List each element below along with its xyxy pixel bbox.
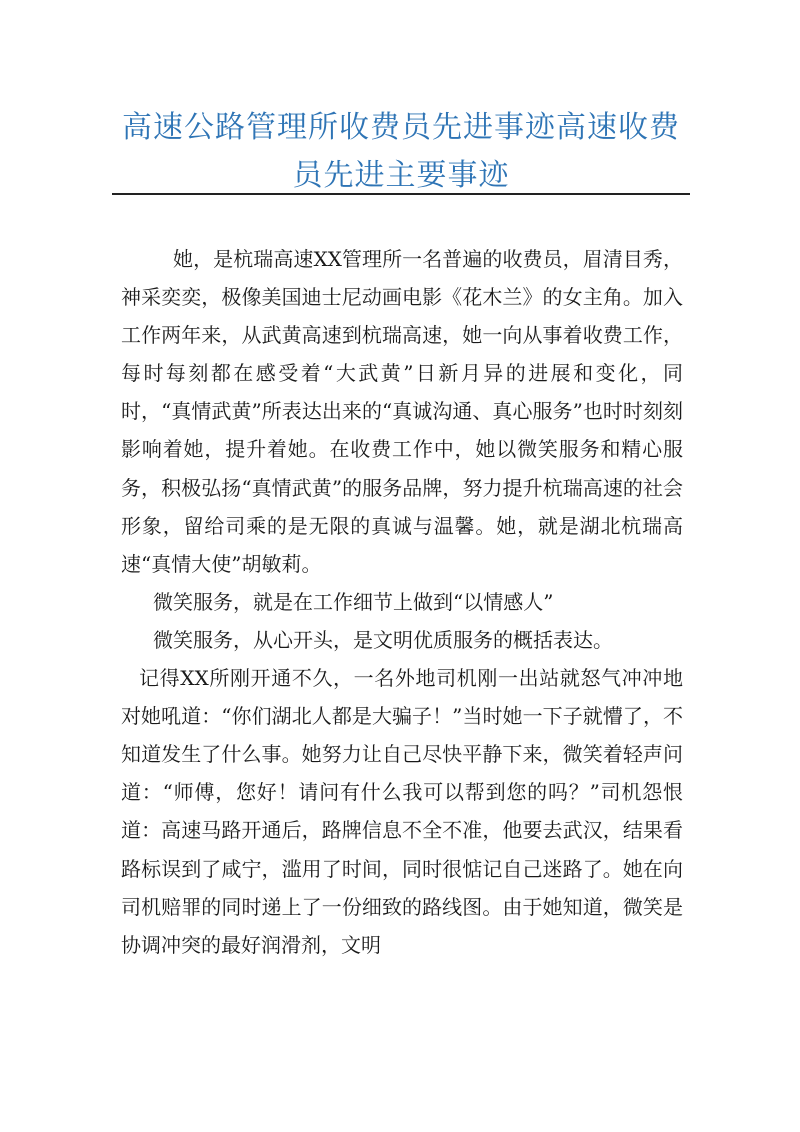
paragraph-intro: 她，是杭瑞高速XX管理所一名普遍的收费员，眉清目秀，神采奕奕，极像美国迪士尼动画电影《花木兰》的女主角。加入工作两年来，从武黄高速到杭瑞高速，她一向从事着收费工作，每时每刻都在感受着“大武黄”日新月异的进展和变化，同时，“真情武黄”所表达出来的“真诚沟通、真心服务”也时时刻刻影响着她，提升着她。在收费工作中，她以微笑服务和精心服务，积极弘扬“真情武黄”的服务品牌，努力提升杭瑞高速的社会形象，留给司乘的是无限的真诚与温馨。她，就是湖北杭瑞高速“真情大使”胡敏莉。 bbox=[121, 247, 683, 576]
paragraph-smile-definition: 微笑服务，从心开头，是文明优质服务的概括表达。 bbox=[153, 627, 613, 652]
paragraph-heading-smile: 微笑服务，就是在工作细节上做到“以情感人” bbox=[153, 589, 554, 614]
title-divider bbox=[112, 193, 690, 195]
document-body bbox=[121, 240, 683, 964]
document-title: 高速公路管理所收费员先进事迹高速收费员先进主要事迹 bbox=[122, 110, 680, 193]
paragraph-story: 记得XX所刚开通不久，一名外地司机刚一出站就怒气冲冲地对她吼道：“你们湖北人都是大骗子！”当时她一下子就懵了，不知道发生了什么事。她努力让自己尽快平静下来，微笑着轻声问道：“师傅，您好！请问有什么我可以帮到您的吗？”司机怨恨道：高速马路开通后，路牌信息不全不准，他要去武汉，结果看路标误到了咸宁，滥用了时间，同时很惦记自己迷路了。她在向司机赔罪的同时递上了一份细致的路线图。由于她知道，微笑是协调冲突的最好润滑剂，文明 bbox=[121, 666, 683, 957]
